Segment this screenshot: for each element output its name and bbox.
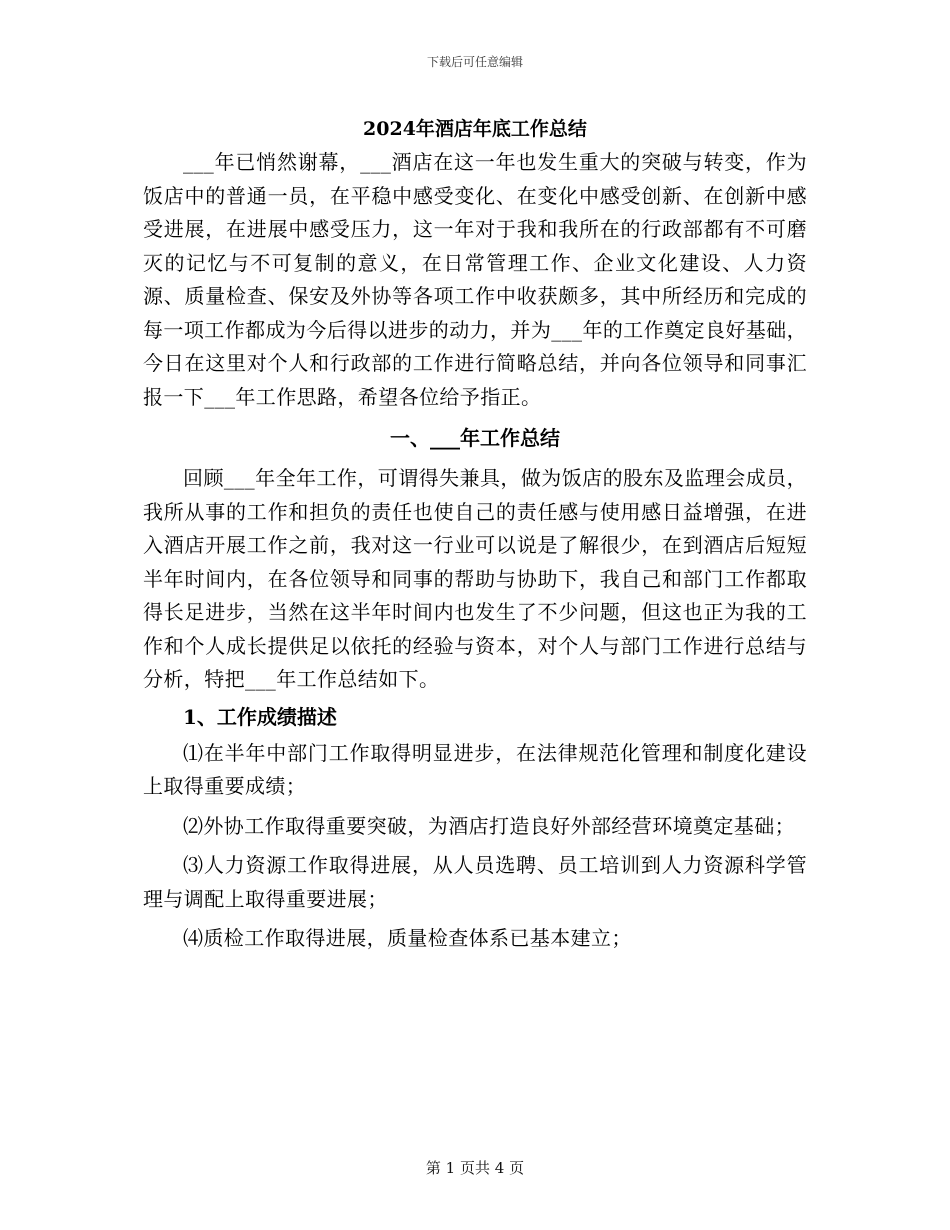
list-item: ⑷质检工作取得进展，质量检查体系已基本建立；	[183, 926, 632, 950]
document-body	[143, 112, 807, 962]
page-number-footer: 第 1 页共 4 页	[425, 1159, 525, 1177]
list-item: ⑴在半年中部门工作取得明显进步，在法律规范化管理和制度化建设上取得重要成绩；	[143, 740, 807, 798]
section-1-title: 一、___年工作总结	[390, 426, 560, 450]
section-1-paragraph: 回顾___年全年工作，可谓得失兼具，做为饭店的股东及监理会成员，我所从事的工作和担负的责任也使自己的责任感与使用感日益增强，在进入酒店开展工作之前，我对这一行业可以说是了解很少，在到酒店后短短半年时间内，在各位领导和同事的帮助与协助下，我自己和部门工作都取得长足进步，当然在这半年时间内也发生了不少问题，但这也正为我的工作和个人成长提供足以依托的经验与资本，对个人与部门工作进行总结与分析，特把___年工作总结如下。	[143, 466, 807, 691]
page-header-note: 下载后可任意编辑	[426, 55, 523, 69]
intro-paragraph: ___年已悄然谢幕，___酒店在这一年也发生重大的突破与转变，作为饭店中的普通一员，在平稳中感受变化、在变化中感受创新、在创新中感受进展，在进展中感受压力，这一年对于我和我所在的行政部都有不可磨灭的记忆与不可复制的意义，在日常管理工作、企业文化建设、人力资源、质量检查、保安及外协等各项工作中收获颇多，其中所经历和完成的每一项工作都成为今后得以进步的动力，并为___年的工作奠定良好基础，今日在这里对个人和行政部的工作进行简略总结，并向各位领导和同事汇报一下___年工作思路，希望各位给予指正。	[143, 150, 807, 409]
subsection-1-title: 1、工作成绩描述	[183, 704, 337, 729]
list-item: ⑶人力资源工作取得进展，从人员选聘、员工培训到人力资源科学管理与调配上取得重要进展；	[143, 853, 807, 911]
list-item: ⑵外协工作取得重要突破，为酒店打造良好外部经营环境奠定基础；	[183, 813, 795, 838]
document-title: 2024年酒店年底工作总结	[363, 118, 587, 140]
